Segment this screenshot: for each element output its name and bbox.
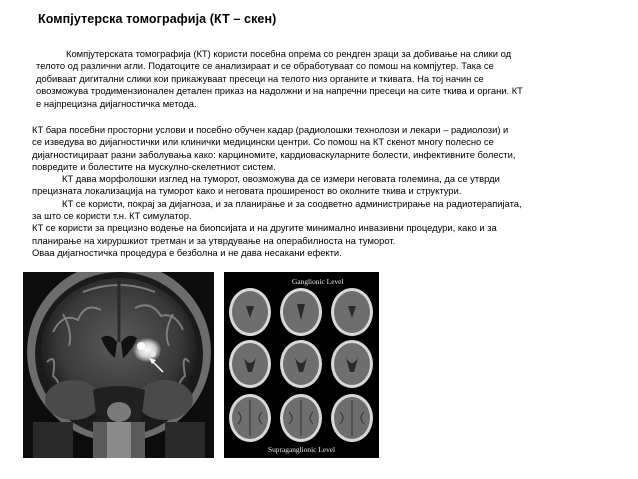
text-line: се изведува во дијагностички или клинички медицински центри. Со помош на КТ скенот многу полесно се — [32, 136, 494, 148]
text-line: КТ се користи за прецизно водење на биопсијата и на другите минимално инвазивни процедури, како и за — [32, 222, 497, 234]
intro-paragraph — [36, 48, 596, 110]
ct-label-supraganglionic: Supraganglionic Level — [268, 445, 336, 454]
text-line: дијагностицираат разни заболувања како: карциномите, кардиоваскуларните болести, инфективните болести, — [32, 148, 516, 160]
text-line: прецизната локализација на туморот како и неговата проширеност во околните ткива и структури. — [32, 185, 462, 197]
text-line: КТ бара посебни просторни услови и посебно обучен кадар (радиолошки технолози и лекари – радиолози) и — [32, 124, 509, 135]
text-line: КТ дава морфолошки изглед на туморот, овозможува да се измери неговата големина, да се утврди — [62, 173, 500, 185]
ct-label-ganglionic: Ganglionic Level — [292, 277, 344, 286]
text-line: добиваат дигитални слики кои прикажуваат пресеци на телото низ органите и ткивата. На тој начин се — [36, 72, 484, 84]
text-line: КТ се користи, покрај за дијагноза, и за планирање и за соодветно администрирање на радиотерапијата, — [62, 197, 522, 209]
text-line: повредите и болестите на мускулно-скелетниот систем. — [32, 160, 276, 172]
text-line: е најпрецизна дијагностичка метода. — [36, 97, 197, 109]
text-line: за што се користи т.н. КТ симулатор. — [32, 210, 192, 222]
text-line: планирање на хируршкиот третман и за утврдување на операбилноста на туморот. — [32, 234, 396, 246]
text-line: Оваа дијагностичка процедура е безболна и не дава несакани ефекти. — [32, 246, 342, 258]
brain-ct-axial-slices-image — [224, 272, 379, 458]
body-paragraph — [32, 124, 612, 259]
page-title: Компјутерска томографија (КТ – скен) — [38, 12, 277, 26]
text-line: телото од различни агли. Податоците се анализираат и се обработуваат со помош на компјутер. Така се — [36, 60, 494, 72]
text-line: Компјутерската томографија (КТ) користи посебна опрема со рендген зраци за добивање на слики од — [66, 48, 512, 59]
text-line: овозможува тродимензионален детален приказ на надолжни и на напречни пресеци на сите ткива и органи. КТ — [36, 85, 523, 97]
brain-mri-coronal-image — [23, 272, 214, 458]
